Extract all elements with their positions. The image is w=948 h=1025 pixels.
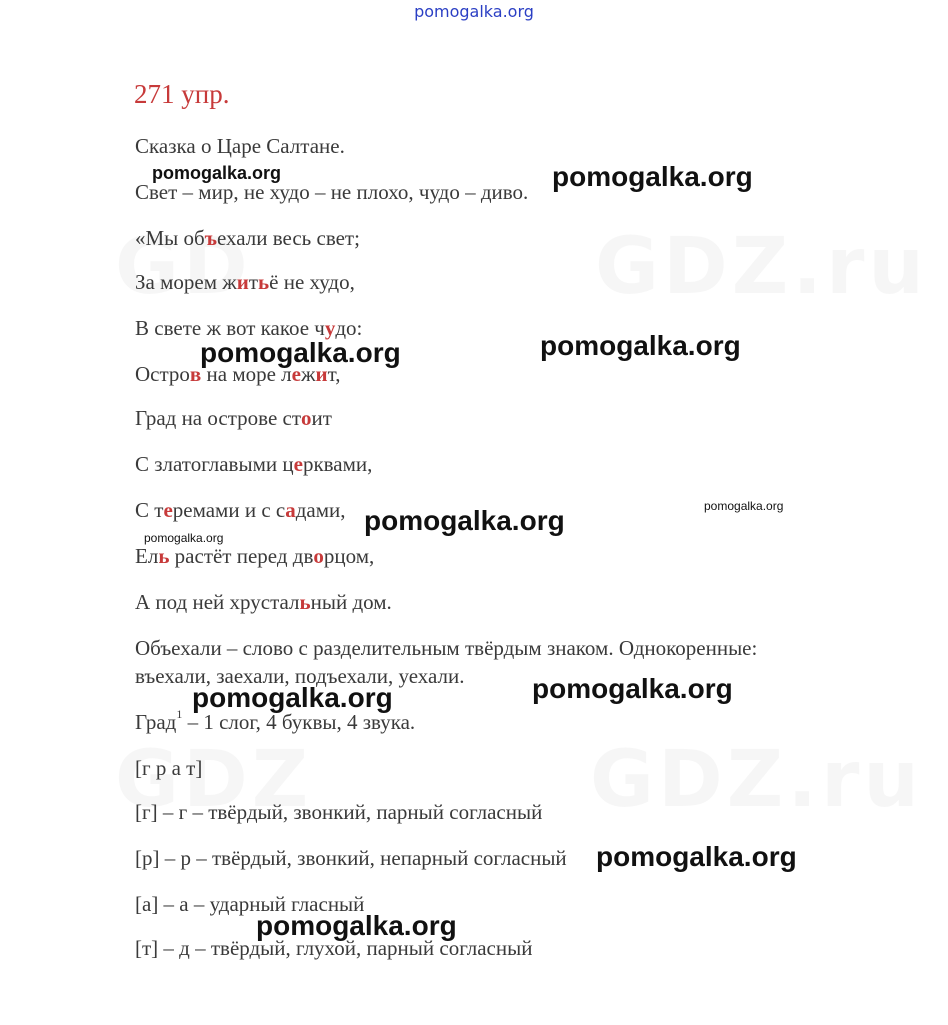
text-line [135,452,372,477]
highlighted-letter: е [291,362,301,386]
site-link[interactable]: pomogalka.org [414,2,534,21]
text-line [135,846,567,871]
highlighted-letter: ь [299,590,311,614]
text-segment: Ел [135,544,159,568]
text-segment: растёт перед дв [169,544,314,568]
text-segment: А под ней хрустал [135,590,300,614]
text-segment: За морем ж [135,270,237,294]
text-segment: «Мы об [135,226,205,250]
text-segment: [а] – а – ударный гласный [135,892,365,916]
text-line [135,590,392,615]
watermark: pomogalka.org [552,161,753,192]
text-segment: С златоглавыми ц [135,452,294,476]
highlighted-letter: у [324,316,336,340]
text-line [135,134,345,159]
text-line [135,226,360,251]
text-line [135,800,542,825]
text-segment: Свет – мир, не худо – не плохо, чудо – диво. [135,180,529,204]
text-segment: ит [311,406,332,430]
text-segment: ремами и с с [172,498,286,522]
highlighted-letter: ь [158,544,170,568]
highlighted-letter: ь [258,270,270,294]
background-watermark [595,222,928,312]
text-segment: Сказка о Царе Салтане. [135,134,345,158]
text-segment: ехали весь свет; [216,226,360,250]
text-segment: Остро [135,362,190,386]
watermark: pomogalka.org [256,910,457,941]
text-segment: [г р а т] [135,756,203,780]
highlighted-letter: а [285,498,296,522]
text-segment: [р] – р – твёрдый, звонкий, непарный согласный [135,846,567,870]
text-segment: С т [135,498,164,522]
highlighted-letter: о [313,544,324,568]
watermark: pomogalka.org [192,682,393,713]
text-segment: рцом, [323,544,375,568]
text-segment: – 1 слог, 4 буквы, 4 звука. [182,710,416,734]
footnote-mark: 1 [176,707,183,721]
text-line [135,406,332,431]
text-segment: дами, [295,498,346,522]
text-segment: ж [301,362,316,386]
watermark: pomogalka.org [200,337,401,368]
text-line [135,636,757,661]
watermark: pomogalka.org [364,505,565,536]
text-segment: ный дом. [310,590,392,614]
highlighted-letter: ъ [204,226,217,250]
text-segment: въехали, заехали, подъехали, уехали. [135,664,465,688]
highlighted-letter: о [301,406,312,430]
text-line [135,498,346,523]
background-watermark [590,735,923,825]
watermark: pomogalka.org [540,330,741,361]
text-segment: до: [335,316,363,340]
text-segment: т, [327,362,341,386]
text-segment: т [248,270,259,294]
text-segment: ё не худо, [269,270,355,294]
watermark: pomogalka.org [596,841,797,872]
text-segment: Град [135,710,177,734]
text-segment: Объехали – слово с разделительным твёрдым знаком. Однокоренные: [135,636,758,660]
watermark: pomogalka.org [144,531,224,545]
watermark: pomogalka.org [532,673,733,704]
exercise-title: 271 упр. [134,79,230,109]
highlighted-letter: е [293,452,303,476]
text-line [135,756,202,781]
text-line [135,270,355,295]
text-segment: В свете ж вот какое ч [135,316,325,340]
highlighted-letter: е [163,498,173,522]
text-segment: [т] – д – твёрдый, глухой, парный согласный [135,936,533,960]
text-segment: на море л [201,362,292,386]
text-segment: рквами, [302,452,373,476]
text-segment: [г] – г – твёрдый, звонкий, парный согласный [135,800,543,824]
highlighted-letter: и [315,362,328,386]
highlighted-letter: в [189,362,202,386]
watermark: pomogalka.org [152,163,282,183]
watermark: pomogalka.org [704,499,784,513]
highlighted-letter: и [236,270,249,294]
text-line [135,544,374,569]
text-segment: Град на острове ст [135,406,302,430]
